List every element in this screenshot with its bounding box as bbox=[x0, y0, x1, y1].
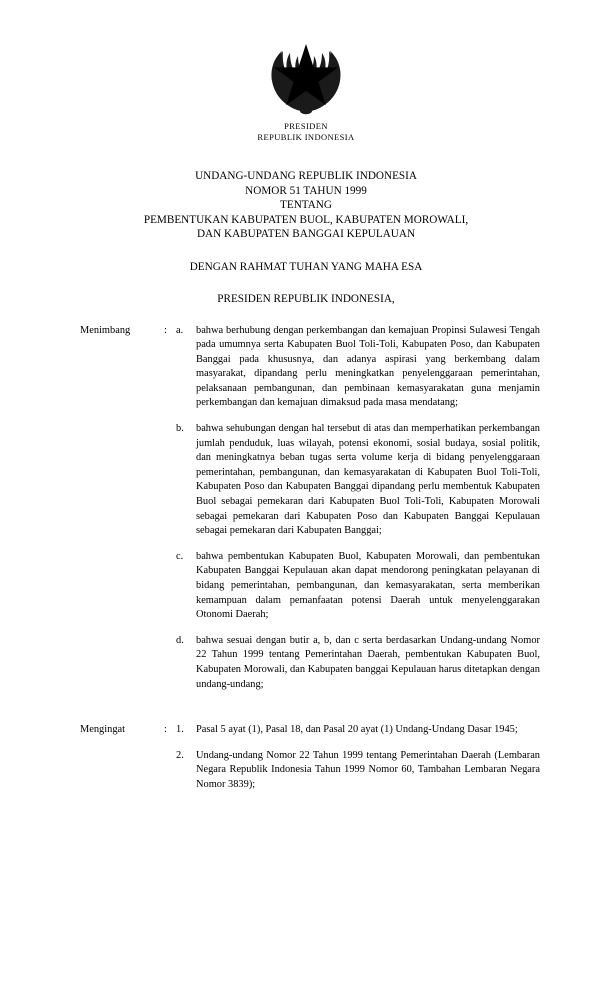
document-title bbox=[72, 169, 540, 242]
clause-items bbox=[176, 324, 540, 693]
list-item bbox=[176, 634, 540, 692]
item-text: bahwa sesuai dengan butir a, b, dan c serta berdasarkan Undang-undang Nomor 22 Tahun 1999 tentang Pemerintahan Daerah, pembentukan Kabupaten Buol, Kabupaten Morowali, dan Kabupaten banggai Kepulauan harus ditetapkan dengan undang-undang; bbox=[196, 634, 540, 690]
item-marker: d. bbox=[176, 634, 184, 646]
garuda-star-wreath-emblem bbox=[263, 32, 349, 118]
clause-label: Mengingat bbox=[80, 724, 126, 736]
clause-label: Menimbang bbox=[80, 324, 131, 336]
item-text: bahwa pembentukan Kabupaten Buol, Kabupaten Morowali, dan pembentukan Kabupaten Banggai Kepulauan akan dapat mendorong peningkatan pelayanan di bidang pemerintahan, pembangunan, dan kemasyarakatan, serta memberikan kemampuan dalam pemanfaatan potensi Daerah untuk menyelenggarakan Otonomi Daerah; bbox=[196, 550, 540, 621]
clause-menimbang bbox=[72, 324, 540, 693]
list-item bbox=[176, 550, 540, 623]
list-item bbox=[176, 749, 540, 793]
item-marker: a. bbox=[176, 324, 184, 336]
emblem-caption-line2: REPUBLIK INDONESIA bbox=[257, 132, 355, 142]
title-line-1: UNDANG-UNDANG REPUBLIK INDONESIA bbox=[195, 170, 417, 182]
item-marker: 1. bbox=[176, 724, 184, 736]
document-subtitle bbox=[72, 260, 540, 307]
item-text: bahwa berhubung dengan perkembangan dan kemajuan Propinsi Sulawesi Tengah pada umumnya serta Kabupaten Buol Toli-Toli, Kabupaten Poso, dan Kabupaten Banggai pada khususnya, dan adanya aspirasi yang berkembang dalam masyarakat, dipandang perlu meningkatkan penyelenggaraan pemerintahan, pelaksanaan pembangunan, dan pembinaan kemasyarakatan guna menjamin perkembangan dan kemajuan dimaksud pada masa mendatang; bbox=[196, 324, 540, 409]
list-item bbox=[176, 422, 540, 539]
authority-text: PRESIDEN REPUBLIK INDONESIA, bbox=[217, 292, 395, 305]
title-line-3: TENTANG bbox=[280, 199, 332, 211]
item-marker: b. bbox=[176, 423, 184, 435]
title-line-2: NOMOR 51 TAHUN 1999 bbox=[245, 184, 367, 197]
item-text: Pasal 5 ayat (1), Pasal 18, dan Pasal 20 ayat (1) Undang-Undang Dasar 1945; bbox=[196, 724, 518, 736]
emblem-caption bbox=[257, 121, 354, 143]
title-line-4: PEMBENTUKAN KABUPATEN BUOL, KABUPATEN MOROWALI, bbox=[143, 213, 469, 226]
clause-colon: : bbox=[164, 724, 167, 736]
clause-spacer bbox=[72, 692, 540, 706]
blessing-text: DENGAN RAHMAT TUHAN YANG MAHA ESA bbox=[189, 260, 423, 273]
clause-mengingat bbox=[72, 723, 540, 792]
clause-colon: : bbox=[164, 324, 167, 336]
list-item bbox=[176, 723, 540, 738]
emblem-block bbox=[72, 32, 540, 143]
item-text: bahwa sehubungan dengan hal tersebut di atas dan memperhatikan perkembangan jumlah penduduk, luas wilayah, potensi ekonomi, sosial budaya, sosial politik, dan meningkatnya beban tugas serta volume kerja di bidang penyelenggaraan pemerintahan, pembangunan, dan kemasyarakatan di Kabupaten Buol Toli-Toli, Kabupaten Poso dan Kabupaten Banggai dipandang perlu membentuk Kabupaten Buol sebagai pemekaran dari Kabupaten Buol Toli-Toli, Kabupaten Morowali sebagai pemekaran dari Kabupaten Poso dan Kabupaten Banggai Kepulauan sebagai pemekaran dari Kabupaten Banggai; bbox=[196, 423, 540, 537]
item-marker: c. bbox=[176, 550, 184, 562]
title-line-5: DAN KABUPATEN BANGGAI KEPULAUAN bbox=[196, 228, 416, 240]
emblem-caption-line1: PRESIDEN bbox=[284, 121, 328, 131]
item-text: Undang-undang Nomor 22 Tahun 1999 tentang Pemerintahan Daerah (Lembaran Negara Republik Indonesia Tahun 1999 Nomor 60, Tambahan Lembaran Negara Nomor 3839); bbox=[196, 749, 540, 790]
item-marker: 2. bbox=[176, 749, 184, 761]
clause-items bbox=[176, 723, 540, 792]
list-item bbox=[176, 324, 540, 412]
